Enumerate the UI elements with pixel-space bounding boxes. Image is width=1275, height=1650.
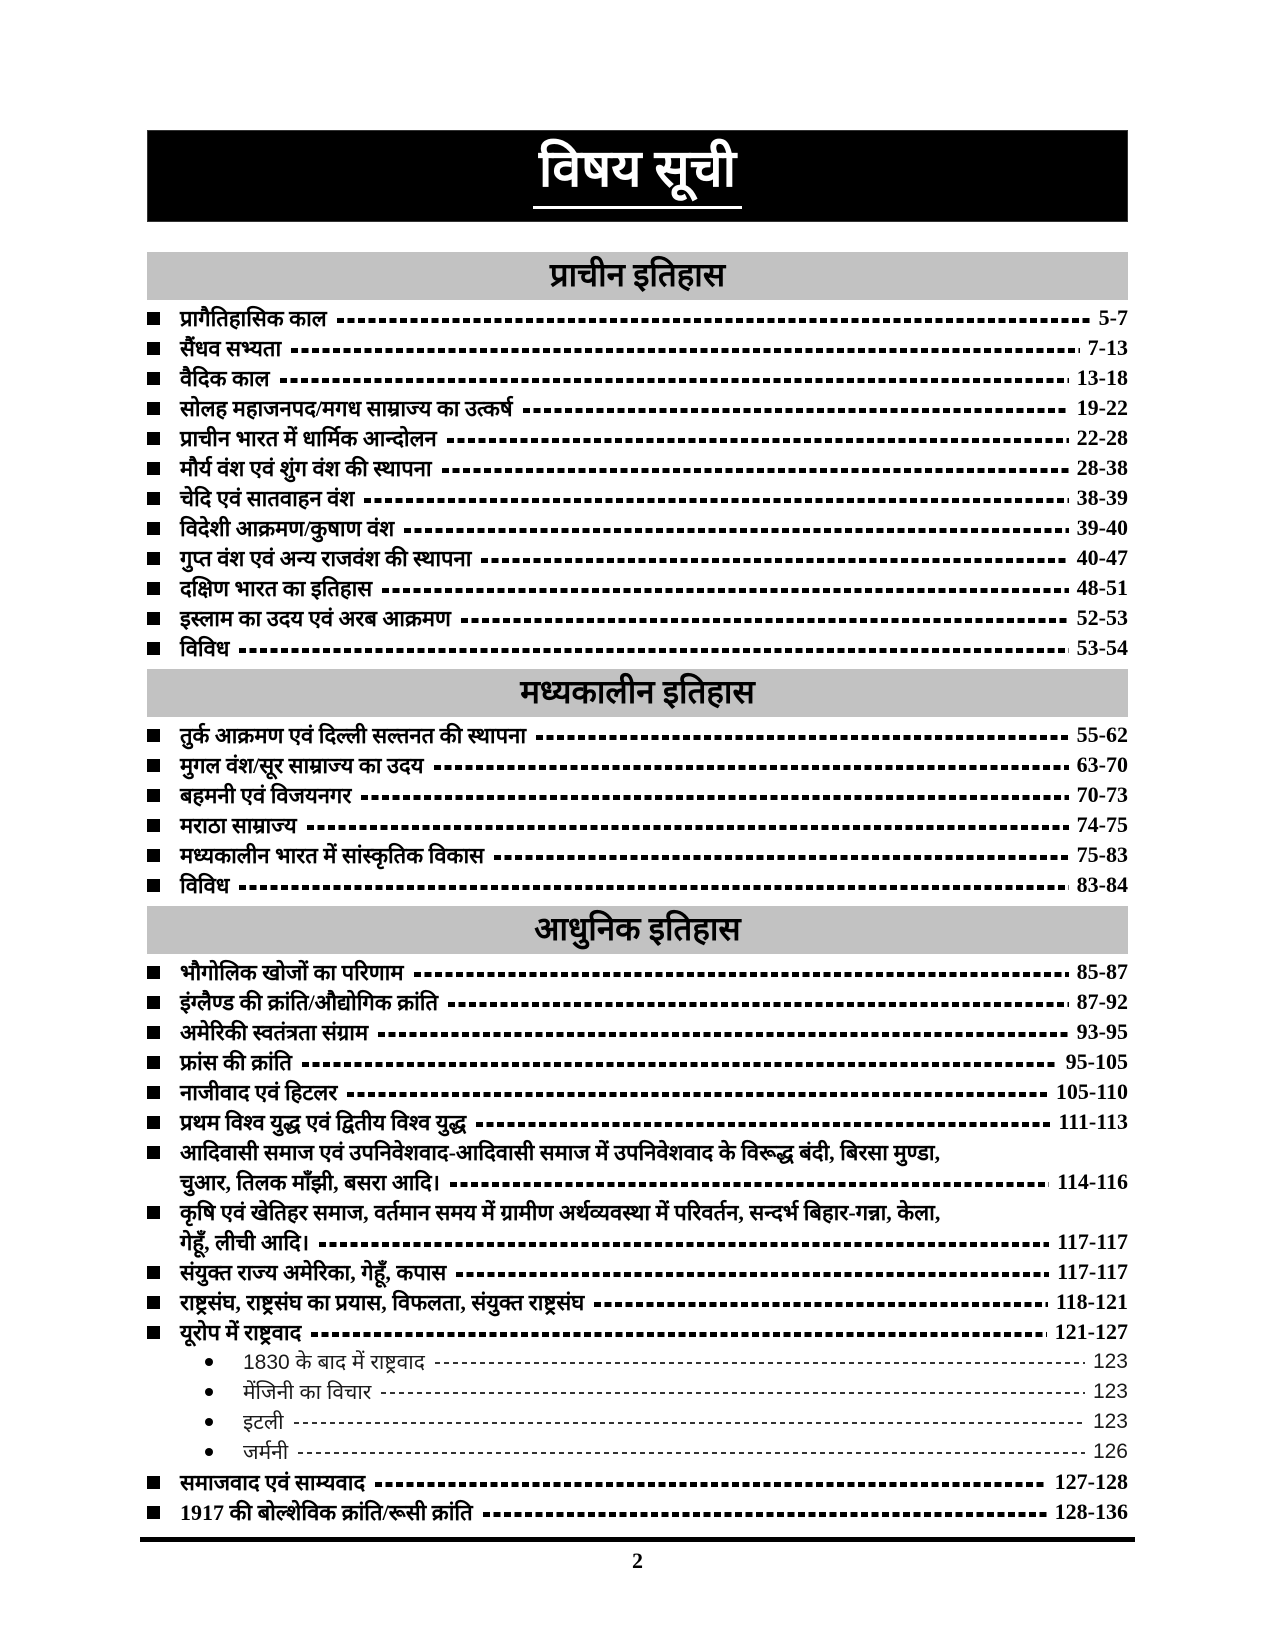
section-header-bar xyxy=(147,906,1128,954)
toc-item xyxy=(147,1047,1128,1077)
square-bullet-icon xyxy=(147,402,160,415)
toc-item xyxy=(147,513,1128,543)
toc-item-pages: 111-113 xyxy=(1058,1109,1128,1134)
square-bullet-icon xyxy=(147,819,160,832)
toc-item xyxy=(147,363,1128,393)
section-title: आधुनिक इतिहास xyxy=(534,911,741,948)
square-bullet-icon xyxy=(147,372,160,385)
toc-item-label: आदिवासी समाज एवं उपनिवेशवाद-आदिवासी समाज में उपनिवेशवाद के विरूद्ध बंदी, बिरसा मुण्डा, xyxy=(180,1140,941,1165)
dotted-leader xyxy=(375,1482,1047,1487)
toc-item-label: विविध xyxy=(180,873,230,898)
toc-item-label: दक्षिण भारत का इतिहास xyxy=(180,576,373,601)
toc-item-pages: 63-70 xyxy=(1076,752,1128,777)
toc-item xyxy=(147,720,1128,750)
toc-item-pages: 87-92 xyxy=(1076,989,1128,1014)
toc-item-pages: 53-54 xyxy=(1076,635,1128,660)
toc-section xyxy=(147,252,1128,663)
dotted-leader xyxy=(239,885,1068,890)
toc-item xyxy=(147,1287,1128,1317)
toc-item-label: इटली xyxy=(243,1411,284,1434)
toc-item-pages: 121-127 xyxy=(1054,1319,1128,1344)
dotted-leader xyxy=(448,1002,1069,1007)
square-bullet-icon xyxy=(147,1026,160,1039)
dotted-leader xyxy=(319,1242,1049,1247)
toc-item-label-line2: गेहूँ, लीची आदि। xyxy=(180,1230,310,1255)
toc-item xyxy=(147,303,1128,333)
toc-item xyxy=(147,780,1128,810)
square-bullet-icon xyxy=(147,1296,160,1309)
square-bullet-icon xyxy=(147,1506,160,1519)
toc-item xyxy=(147,423,1128,453)
toc-item-label: अमेरिकी स्वतंत्रता संग्राम xyxy=(180,1020,369,1045)
toc-item-label: समाजवाद एवं साम्यवाद xyxy=(180,1470,366,1495)
dotted-leader xyxy=(456,1272,1049,1277)
dot-bullet-icon xyxy=(205,1358,213,1366)
square-bullet-icon xyxy=(147,879,160,892)
square-bullet-icon xyxy=(147,729,160,742)
toc-item xyxy=(147,603,1128,633)
dotted-leader xyxy=(381,1392,1085,1394)
dotted-leader xyxy=(536,735,1069,740)
toc-item-label: जर्मनी xyxy=(243,1441,289,1464)
square-bullet-icon xyxy=(147,1086,160,1099)
toc-item-label: वैदिक काल xyxy=(180,366,270,391)
toc-item-label: यूरोप में राष्ट्रवाद xyxy=(180,1320,302,1345)
toc-item xyxy=(147,1497,1128,1527)
toc-item-label: सैंधव सभ्यता xyxy=(180,336,282,361)
toc-item-label: मध्यकालीन भारत में सांस्कृतिक विकास xyxy=(180,843,485,868)
page-banner xyxy=(147,130,1128,222)
square-bullet-icon xyxy=(147,1476,160,1489)
square-bullet-icon xyxy=(147,312,160,325)
toc-item xyxy=(147,1407,1128,1437)
toc-item-pages: 22-28 xyxy=(1076,425,1128,450)
toc-item xyxy=(147,810,1128,840)
toc-item-pages: 85-87 xyxy=(1076,959,1128,984)
toc-item xyxy=(147,840,1128,870)
toc-item-pages: 127-128 xyxy=(1054,1469,1128,1494)
square-bullet-icon xyxy=(147,1056,160,1069)
toc-item-label: 1830 के बाद में राष्ट्रवाद xyxy=(243,1351,425,1374)
toc-item-pages: 95-105 xyxy=(1065,1049,1128,1074)
toc-item-pages: 13-18 xyxy=(1076,365,1128,390)
dotted-leader xyxy=(311,1332,1046,1337)
toc-item-pages: 83-84 xyxy=(1076,872,1128,897)
toc-item xyxy=(147,750,1128,780)
dotted-leader xyxy=(294,1422,1085,1424)
toc-item-pages: 70-73 xyxy=(1076,782,1128,807)
toc-item-label: प्राचीन भारत में धार्मिक आन्दोलन xyxy=(180,426,437,451)
toc-item xyxy=(147,333,1128,363)
section-rows xyxy=(147,954,1128,1527)
toc-item-label: बहमनी एवं विजयनगर xyxy=(180,783,352,808)
toc-item xyxy=(147,1347,1128,1377)
dotted-leader xyxy=(364,498,1068,503)
square-bullet-icon xyxy=(147,996,160,1009)
dot-bullet-icon xyxy=(205,1388,213,1396)
toc-item-label: चेदि एवं सातवाहन वंश xyxy=(180,486,355,511)
dotted-leader xyxy=(461,618,1069,623)
square-bullet-icon xyxy=(147,966,160,979)
toc-item-label: सोलह महाजनपद/मगध साम्राज्य का उत्कर्ष xyxy=(180,396,513,421)
toc-item xyxy=(147,870,1128,900)
square-bullet-icon xyxy=(147,789,160,802)
toc-item-pages: 117-117 xyxy=(1057,1259,1128,1284)
dotted-leader xyxy=(435,1362,1085,1364)
toc-item-pages: 5-7 xyxy=(1098,305,1128,330)
toc-item-pages: 105-110 xyxy=(1055,1079,1128,1104)
dotted-leader xyxy=(447,438,1069,443)
dotted-leader xyxy=(307,825,1069,830)
toc-item-pages: 74-75 xyxy=(1076,812,1128,837)
toc-item xyxy=(147,1257,1128,1287)
toc-item xyxy=(147,633,1128,663)
toc-item-pages: 123 xyxy=(1092,1380,1128,1403)
toc-item-label: मौर्य वंश एवं शुंग वंश की स्थापना xyxy=(180,456,432,481)
square-bullet-icon xyxy=(147,1116,160,1129)
dotted-leader xyxy=(481,558,1068,563)
section-header-bar xyxy=(147,669,1128,717)
square-bullet-icon xyxy=(147,612,160,625)
toc-item-label: नाजीवाद एवं हिटलर xyxy=(180,1080,338,1105)
toc-item xyxy=(147,1017,1128,1047)
toc-item-pages: 55-62 xyxy=(1076,722,1128,747)
toc-item-label: संयुक्त राज्य अमेरिका, गेहूँ, कपास xyxy=(180,1260,447,1285)
toc-item-label: तुर्क आक्रमण एवं दिल्ली सल्तनत की स्थापना xyxy=(180,723,527,748)
section-header-bar xyxy=(147,252,1128,300)
square-bullet-icon xyxy=(147,552,160,565)
dotted-leader xyxy=(414,972,1069,977)
toc-item-pages: 126 xyxy=(1092,1440,1128,1463)
toc-item-label: प्रथम विश्व युद्ध एवं द्वितीय विश्व युद्ध xyxy=(180,1110,467,1135)
toc-item-label-line2: चुआर, तिलक माँझी, बसरा आदि। xyxy=(180,1170,441,1195)
dot-bullet-icon xyxy=(205,1448,213,1456)
toc-item-label: इंग्लैण्ड की क्रांति/औद्योगिक क्रांति xyxy=(180,990,439,1015)
toc-item-label: मराठा साम्राज्य xyxy=(180,813,297,838)
dotted-leader xyxy=(280,378,1069,383)
toc-item xyxy=(147,393,1128,423)
dotted-leader xyxy=(450,1182,1049,1187)
dotted-leader xyxy=(361,795,1068,800)
toc-sections xyxy=(147,252,1128,1527)
toc-item-pages: 38-39 xyxy=(1076,485,1128,510)
toc-item-pages: 117-117 xyxy=(1057,1229,1128,1254)
toc-item-label: गुप्त वंश एवं अन्य राजवंश की स्थापना xyxy=(180,546,472,571)
dotted-leader xyxy=(337,318,1091,323)
dotted-leader xyxy=(404,528,1068,533)
dotted-leader xyxy=(298,1452,1085,1454)
toc-item-pages: 48-51 xyxy=(1076,575,1128,600)
square-bullet-icon xyxy=(147,492,160,505)
toc-item xyxy=(147,1197,1128,1227)
dotted-leader xyxy=(476,1122,1050,1127)
toc-item xyxy=(147,1317,1128,1347)
square-bullet-icon xyxy=(147,1146,160,1159)
toc-item-label: कृषि एवं खेतिहर समाज, वर्तमान समय में ग्रामीण अर्थव्यवस्था में परिवर्तन, सन्दर्भ बिहार-गन्ना, केला, xyxy=(180,1200,941,1225)
toc-item-label: भौगोलिक खोजों का परिणाम xyxy=(180,960,404,985)
toc-item-label: मुगल वंश/सूर साम्राज्य का उदय xyxy=(180,753,424,778)
square-bullet-icon xyxy=(147,1206,160,1219)
section-rows xyxy=(147,300,1128,663)
section-title: प्राचीन इतिहास xyxy=(549,257,726,294)
footer-rule xyxy=(140,1537,1135,1542)
dotted-leader xyxy=(483,1512,1047,1517)
toc-item xyxy=(147,957,1128,987)
toc-item-label: प्रागैतिहासिक काल xyxy=(180,306,327,331)
dotted-leader xyxy=(494,855,1069,860)
toc-item-continuation xyxy=(147,1167,1128,1197)
square-bullet-icon xyxy=(147,462,160,475)
dotted-leader xyxy=(442,468,1069,473)
toc-item-label: इस्लाम का उदय एवं अरब आक्रमण xyxy=(180,606,451,631)
square-bullet-icon xyxy=(147,642,160,655)
toc-section xyxy=(147,906,1128,1527)
toc-item xyxy=(147,1107,1128,1137)
square-bullet-icon xyxy=(147,849,160,862)
square-bullet-icon xyxy=(147,342,160,355)
toc-item xyxy=(147,1137,1128,1167)
square-bullet-icon xyxy=(147,432,160,445)
toc-item-pages: 39-40 xyxy=(1076,515,1128,540)
section-title: मध्यकालीन इतिहास xyxy=(520,674,755,711)
toc-item-pages: 128-136 xyxy=(1054,1499,1128,1524)
toc-item xyxy=(147,1467,1128,1497)
toc-item-pages: 118-121 xyxy=(1055,1289,1128,1314)
toc-item xyxy=(147,1077,1128,1107)
toc-item-label: राष्ट्रसंघ, राष्ट्रसंघ का प्रयास, विफलता, संयुक्त राष्ट्रसंघ xyxy=(180,1290,585,1315)
toc-item-continuation xyxy=(147,1227,1128,1257)
toc-item xyxy=(147,573,1128,603)
dotted-leader xyxy=(291,348,1080,353)
toc-item-label: मेंजिनी का विचार xyxy=(243,1381,372,1404)
toc-item xyxy=(147,453,1128,483)
toc-item-pages: 114-116 xyxy=(1057,1169,1128,1194)
square-bullet-icon xyxy=(147,582,160,595)
square-bullet-icon xyxy=(147,1326,160,1339)
toc-item-label: विविध xyxy=(180,636,230,661)
toc-item-pages: 93-95 xyxy=(1076,1019,1128,1044)
page-title: विषय सूची xyxy=(533,144,742,209)
toc-item-pages: 75-83 xyxy=(1076,842,1128,867)
toc-item-pages: 28-38 xyxy=(1076,455,1128,480)
toc-item xyxy=(147,987,1128,1017)
dotted-leader xyxy=(378,1032,1069,1037)
dotted-leader xyxy=(523,408,1069,413)
toc-item-label: फ्रांस की क्रांति xyxy=(180,1050,292,1075)
toc-item-pages: 123 xyxy=(1092,1410,1128,1433)
toc-item xyxy=(147,1377,1128,1407)
toc-item xyxy=(147,1437,1128,1467)
dotted-leader xyxy=(347,1092,1048,1097)
toc-item-label: विदेशी आक्रमण/कुषाण वंश xyxy=(180,516,395,541)
page-number: 2 xyxy=(632,1548,643,1573)
toc-item-label: 1917 की बोल्शेविक क्रांति/रूसी क्रांति xyxy=(180,1500,473,1525)
toc-item-pages: 19-22 xyxy=(1076,395,1128,420)
section-rows xyxy=(147,717,1128,900)
toc-item-pages: 123 xyxy=(1092,1350,1128,1373)
toc-item-pages: 7-13 xyxy=(1087,335,1128,360)
toc-item-pages: 40-47 xyxy=(1076,545,1128,570)
toc-item-pages: 52-53 xyxy=(1076,605,1128,630)
square-bullet-icon xyxy=(147,522,160,535)
toc-item xyxy=(147,543,1128,573)
dotted-leader xyxy=(382,588,1069,593)
square-bullet-icon xyxy=(147,1266,160,1279)
dotted-leader xyxy=(239,648,1068,653)
toc-item xyxy=(147,483,1128,513)
dot-bullet-icon xyxy=(205,1418,213,1426)
dotted-leader xyxy=(594,1302,1048,1307)
dotted-leader xyxy=(302,1062,1058,1067)
dotted-leader xyxy=(434,765,1069,770)
page-footer xyxy=(0,1537,1275,1574)
toc-section xyxy=(147,669,1128,900)
square-bullet-icon xyxy=(147,759,160,772)
